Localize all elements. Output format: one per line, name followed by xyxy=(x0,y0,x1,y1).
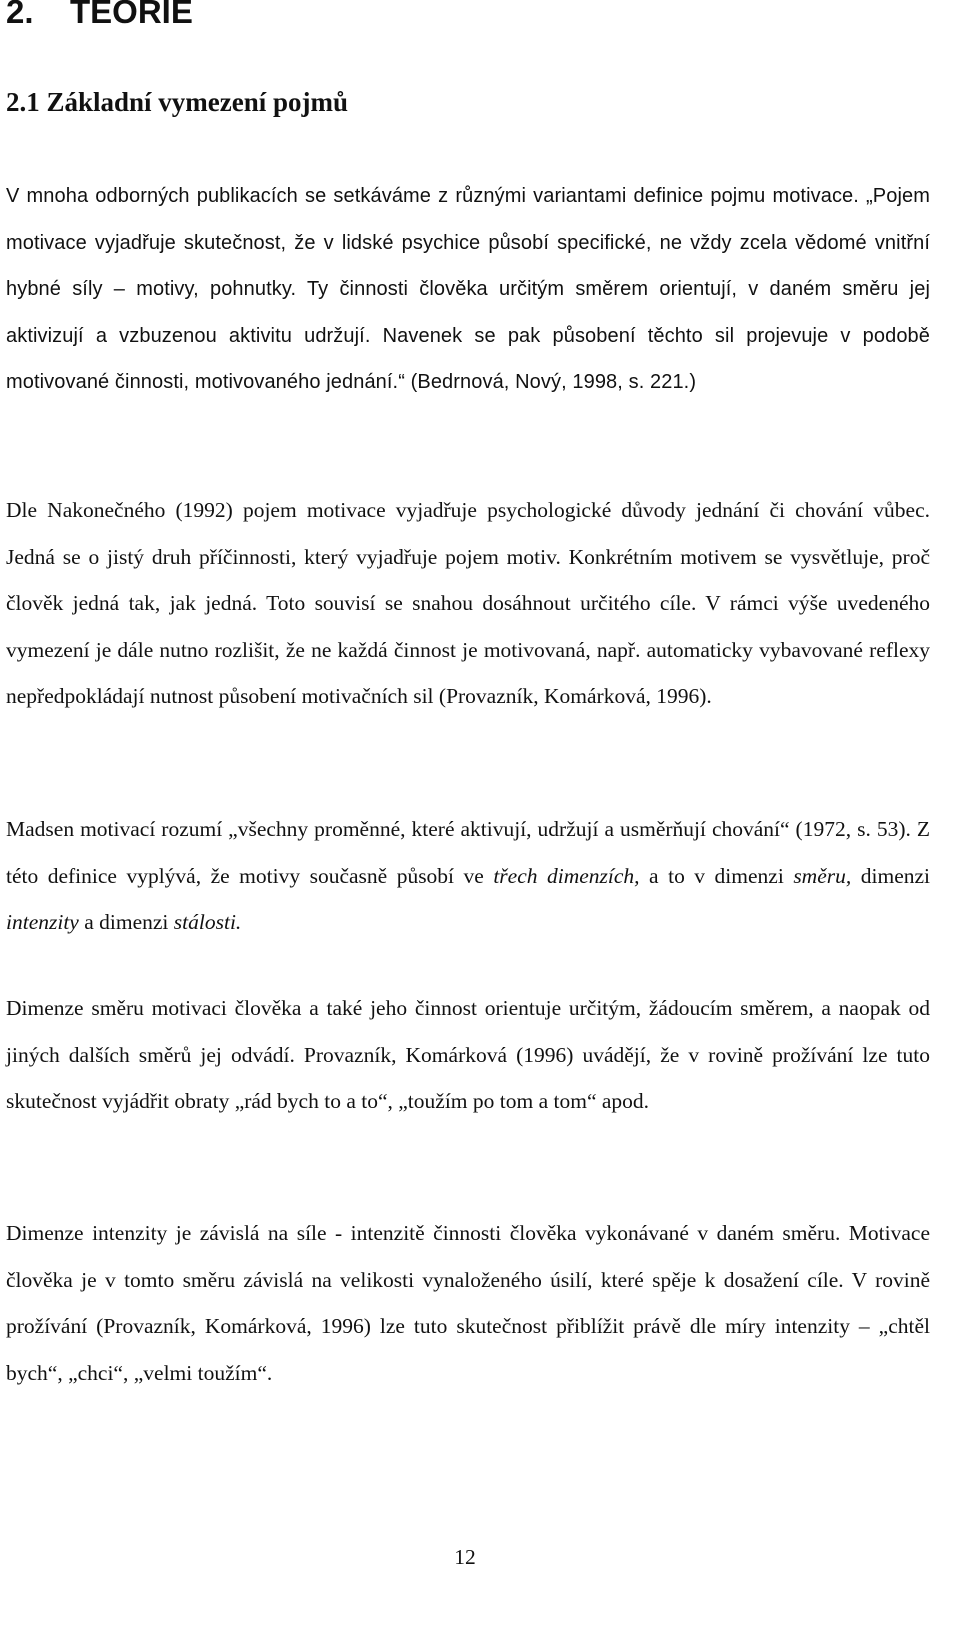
text-run: dimenzi xyxy=(851,863,930,888)
paragraph-direction-dimension: Dimenze směru motivaci člověka a také jeho činnost orientuje určitým, žádoucím směrem, a naopak od jiných dalších směrů jej odvádí. Provazník, Komárková (1996) uvádějí, že v rovině prožívání lze tuto skutečnost vyjádřit obraty „rád bych to a to“, „toužím po tom a tom“ apod. xyxy=(6,996,930,1114)
paragraph-intensity-dimension: Dimenze intenzity je závislá na síle - intenzitě činnosti člověka vykonávané v daném směru. Motivace člověka je v tomto směru závislá na velikosti vynaloženého úsilí, které spěje k dosažení cíle. V rovině prožívání (Provazník, Komárková, 1996) lze tuto skutečnost přiblížit právě dle míry intenzity – „chtěl bych“, „chci“, „velmi toužím“. xyxy=(6,1221,930,1385)
section-heading: 2.1 Základní vymezení pojmů xyxy=(6,87,349,117)
emphasis-direction: směru, xyxy=(793,863,852,888)
paragraph-madsen xyxy=(6,806,930,946)
emphasis-three-dimensions: třech dimenzích, xyxy=(493,863,640,888)
text-run: a to v dimenzi xyxy=(639,863,794,888)
chapter-number: 2. xyxy=(6,0,34,30)
page-number: 12 xyxy=(454,1545,476,1569)
text-run: Madsen motivací rozumí „všechny proměnné, které aktivují, udržují a usměrňují chování“ (1972, s. 53). Z této definice vyplývá, že motivy současně působí ve xyxy=(6,817,930,888)
chapter-title: TEORIE xyxy=(70,0,193,30)
text-run: a dimenzi xyxy=(78,910,174,935)
paragraph-motivation-definition: V mnoha odborných publikacích se setkáváme z různými variantami definice pojmu motivace. „Pojem motivace vyjadřuje skutečnost, že v lidské psychice působí specifické, ne vždy zcela vědomé vnitřní hybné síly – motivy, pohnutky. Ty činnosti člověka určitým směrem orientují, v daném směru jej aktivizují a vzbuzenou aktivitu udržují. Navenek se pak působení těchto sil projevuje v podobě motivované činnosti, motivovaného jednání.“ (Bedrnová, Nový, 1998, s. 221.) xyxy=(6,185,930,394)
emphasis-stability: stálosti. xyxy=(173,910,242,935)
paragraph-nakonecny: Dle Nakonečného (1992) pojem motivace vyjadřuje psychologické důvody jednání či chování vůbec. Jedná se o jistý druh příčinnosti, který vyjadřuje pojem motiv. Konkrétním motivem se vysvětluje, proč člověk jedná tak, jak jedná. Toto souvisí se snahou dosáhnout určitého cíle. V rámci výše uvedeného vymezení je dále nutno rozlišit, že ne každá činnost je motivovaná, např. automaticky vybavované reflexy nepředpokládají nutnost působení motivačních sil (Provazník, Komárková, 1996). xyxy=(6,498,930,709)
chapter-heading xyxy=(6,0,193,32)
emphasis-intensity: intenzity xyxy=(6,910,79,935)
